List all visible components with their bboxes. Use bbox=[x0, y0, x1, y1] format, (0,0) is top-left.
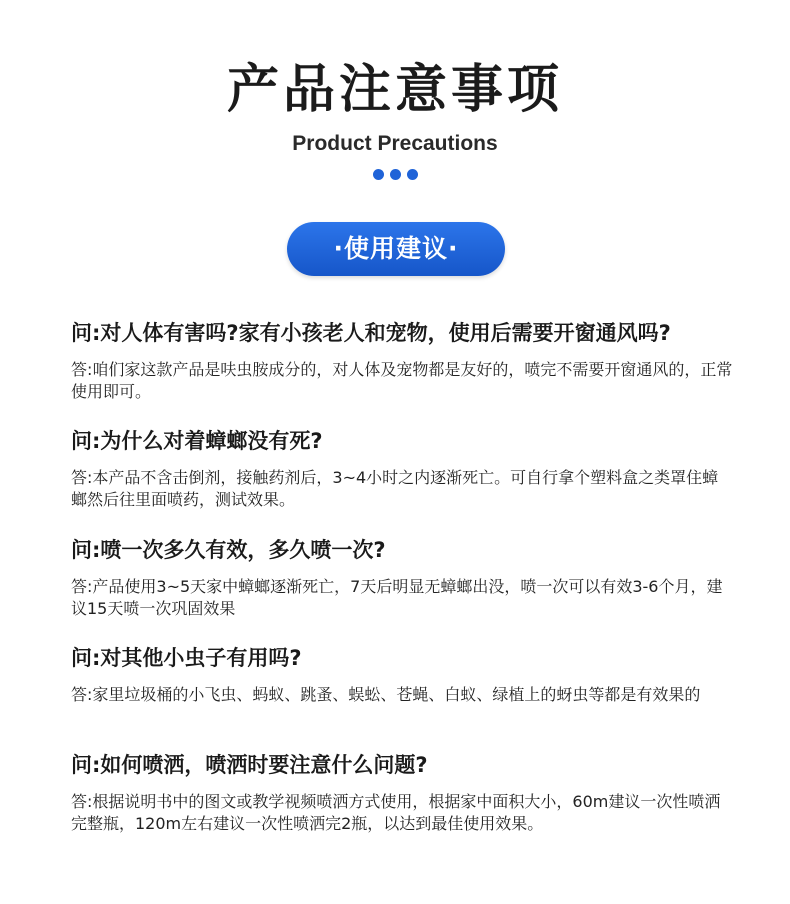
decorative-dots bbox=[0, 169, 790, 186]
faq-question: 问:为什么对着蟑螂没有死? bbox=[71, 429, 323, 453]
faq-item bbox=[71, 318, 751, 403]
faq-item bbox=[71, 750, 751, 835]
faq-question: 问:喷一次多久有效，多久喷一次? bbox=[71, 538, 386, 562]
faq-answer: 答:根据说明书中的图文或教学视频喷洒方式使用，根据家中面积大小，60m建议一次性喷洒完整瓶，120m左右建议一次性喷洒完2瓶，以达到最佳使用效果。 bbox=[71, 792, 721, 833]
faq-question: 问:如何喷洒，喷洒时要注意什么问题? bbox=[71, 753, 428, 777]
faq-answer: 答:本产品不含击倒剂，接触药剂后，3~4小时之内逐渐死亡。可自行拿个塑料盒之类罩住蟑螂然后往里面喷药，测试效果。 bbox=[71, 468, 719, 509]
faq-item bbox=[71, 535, 751, 620]
page-title: 产品注意事项 bbox=[226, 60, 563, 120]
faq-question: 问:对其他小虫子有用吗? bbox=[71, 646, 302, 670]
dot-icon bbox=[407, 169, 418, 180]
faq-question: 问:对人体有害吗?家有小孩老人和宠物，使用后需要开窗通风吗? bbox=[71, 321, 671, 345]
faq-answer: 答:咱们家这款产品是呋虫胺成分的，对人体及宠物都是友好的，喷完不需要开窗通风的，正常使用即可。 bbox=[71, 360, 733, 401]
dot-icon bbox=[390, 169, 401, 180]
section-badge: ·使用建议· bbox=[287, 222, 505, 276]
faq-item bbox=[71, 643, 751, 706]
dot-icon bbox=[373, 169, 384, 180]
page-subtitle: Product Precautions bbox=[292, 132, 498, 155]
faq-item bbox=[71, 426, 751, 511]
faq-answer: 答:产品使用3~5天家中蟑螂逐渐死亡，7天后明显无蟑螂出没，喷一次可以有效3-6个月，建议15天喷一次巩固效果 bbox=[71, 577, 723, 618]
faq-answer: 答:家里垃圾桶的小飞虫、蚂蚁、跳蚤、蜈蚣、苍蝇、白蚁、绿植上的蚜虫等都是有效果的 bbox=[71, 685, 701, 704]
